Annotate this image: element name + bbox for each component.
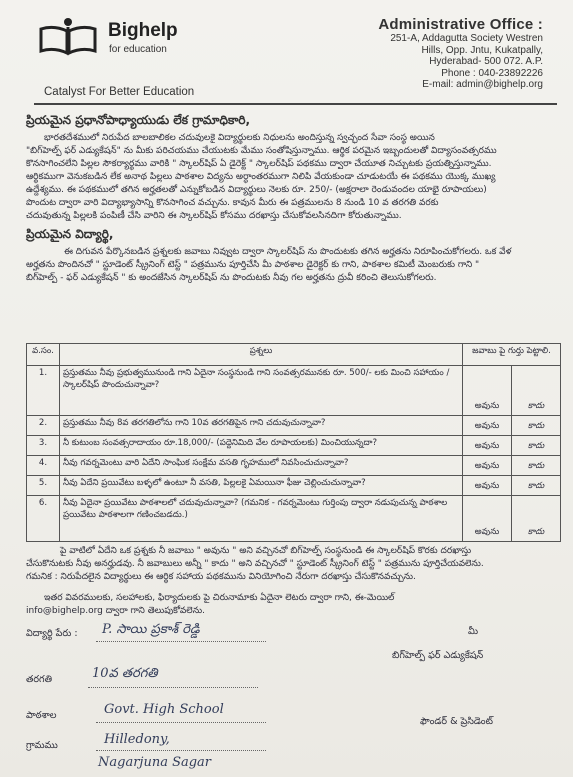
school-dotted-line xyxy=(96,722,266,723)
table-row xyxy=(27,476,561,496)
office-address-block xyxy=(343,16,543,91)
paragraph-line: కొనసాగించలేని పిల్లల సౌకర్యార్థము వారికి " స్కాలర్‌షిప్ ఏ డైరెక్ట్ " స్కాలర్‌షిప్ పథకము ద్వారా చేయూత నిచ్చుటకు ప్రయత్నిస్తున్నాము. xyxy=(26,159,492,169)
contact-line: info@bighelp.org ద్వారా గాని తెలుపుకోవలెను. xyxy=(26,606,205,616)
office-line: 251-A, Addagutta Society Westren xyxy=(390,33,543,44)
paragraph-line: బిగ్‌హెల్ప్ - ఫర్ ఎడ్యుకేషన్ " కు అందజేసిన స్కాలర్‌షిప్ ను పొందుటకు నీవు గల అర్హతను ద్రువీ కరించి తెలుసుకోగలరు. xyxy=(26,273,437,283)
signoff-yours: మీ xyxy=(468,626,479,637)
student-name-value[interactable]: P. సాయి ప్రకాశ్ రెడ్డి xyxy=(102,622,200,637)
office-line: Phone : 040-23892226 xyxy=(441,67,543,79)
column-header-answer: జవాబు పై గుర్తు పెట్టాలి. xyxy=(463,344,561,366)
paragraph-line: చదువుతున్న పిల్లలకి పంపిణీ చేసి వారిని ఈ స్కాలర్‌షిప్ కోసము దరఖాస్తు చేసుకోవలసినదిగా కోరుతున్నాము. xyxy=(26,211,402,221)
paragraph-line: పై వాటిలో ఏదేని ఒక ప్రశ్నకు నీ జవాబు " అవును " అని వచ్చినచో బిగ్‌హెల్ప్ సంస్థనుండి ఈ స్కాలర్‌షిప్ కొరకు దరఖాస్తు xyxy=(60,546,472,556)
table-row xyxy=(27,436,561,456)
paragraph-line: ఉద్దేశ్యము. ఈ పథకములో తగిన అర్హతలతో ఎన్నుకోబడిన విద్యార్థులు నెలకు రూ. 250/- (అక్షరాలా రెండువందల యాభై రూపాయలు) xyxy=(26,185,487,195)
answer-yes-option[interactable]: అవును xyxy=(463,436,512,456)
note-line: గమనిక : నిరుపేదలైన విద్యార్థులు ఈ ఆర్థిక సహాయ పథకమును వినియోగించి నేరుగా దరఖాస్తు చేసుకొనవచ్చును. xyxy=(26,572,416,582)
paragraph-line: అర్హతను పొందినచో " స్టూడెంట్ స్క్రీనింగ్ టెస్ట్ " పత్రమును పూర్తిచేసి మీ పాఠశాల డైరెక్టర్ కు గాని, పాఠశాల కమిటీ మెంబరుకు గాని " xyxy=(26,260,480,270)
school-label: పాఠశాల xyxy=(26,710,57,721)
question-text: ప్రస్తుతము నీవు 8వ తరగతిలోను గాని 10వ తరగతిపైన గాని చదువుచున్నావా? xyxy=(60,416,463,436)
row-number: 3. xyxy=(27,436,60,456)
eligibility-table xyxy=(26,343,561,542)
answer-no-option[interactable]: కాదు xyxy=(512,476,561,496)
bighelp-logo-icon xyxy=(38,17,98,57)
brand-subtitle: for education xyxy=(109,44,167,55)
paragraph-line: పొందుట ద్వారా వారి విద్యాభ్యాసాన్ని కొనసాగించ వచ్చును. కావున మీరు ఈ పత్రములను 8 నుండి 10 వ తరగతి వరకు xyxy=(26,198,439,208)
student-name-label: విద్యార్థి పేరు : xyxy=(26,628,78,639)
paragraph-line: ఈ దిగువన పేర్కొనబడిన ప్రశ్నలకు జవాబు నివ్వుట ద్వారా స్కాలర్‌షిప్ ను పొందుటకు తగిన అర్హతను నిరూపించుకోగలరు. ఒక వేళ xyxy=(64,247,512,257)
answer-no-option[interactable]: కాదు xyxy=(512,436,561,456)
greeting-headmaster: ప్రియమైన ప్రధానోపాధ్యాయుడు లేక గ్రామాధికారి, xyxy=(26,113,251,127)
village-dotted-line xyxy=(96,750,266,751)
answer-yes-option[interactable]: అవును xyxy=(463,496,512,542)
paragraph-line: చేసుకొనుటకు నీవు అనర్హుడవు. నీ జవాబులు అన్నీ " కాదు " అని వచ్చినచో " స్టూడెంట్ స్క్రీనింగ్ టెస్ట్ " పత్రమును పూర్తిచేయవలెను. xyxy=(26,559,484,569)
answer-no-option[interactable]: కాదు xyxy=(512,496,561,542)
question-text: నీ కుటుంబ సంవత్సరాదాయం రూ.18,000/- (పద్దెనిమిది వేల రూపాయలకు) మించియున్నదా? xyxy=(60,436,463,456)
office-line: Hyderabad- 500 072. A.P. xyxy=(429,56,543,67)
paragraph-line: ఆర్థికముగా వెనుకబడిన లేక అనాథ పిల్లలు పాఠశాల విద్యను అర్ధాంతరముగా నిలిపి వేయకుండా చూడుటయే ఈ పథకము యొక్క ముఖ్య xyxy=(26,172,496,182)
village-label: గ్రామము xyxy=(26,740,58,751)
office-line: Hills, Opp. Jntu, Kukatpally, xyxy=(421,44,543,56)
table-row xyxy=(27,416,561,436)
paragraph-line: భారతదేశములో నిరుపేద బాలబాలికల చదువులకై విద్యార్థులకు నిధులను అందిస్తున్న స్వచ్ఛంద సేవా సంస్థ అయిన xyxy=(44,133,435,143)
row-number: 6. xyxy=(27,496,60,542)
answer-yes-option[interactable]: అవును xyxy=(463,416,512,436)
name-dotted-line xyxy=(96,641,266,642)
signoff-organization: బిగ్‌హెల్ప్ ఫర్ ఎడ్యుకేషన్ xyxy=(392,650,484,661)
office-line: E-mail: admin@bighelp.org xyxy=(422,79,543,90)
row-number: 2. xyxy=(27,416,60,436)
question-text: నీవు ఏదైనా ప్రయివేటు పాఠశాలలో చదువుచున్నావా? (గమనిక - గవర్నమెంటు గుర్తింపు ద్వారా నడుపుచున్న పాఠశాల ప్రయివేటు పాఠశాలగా గణించబడదు.) xyxy=(60,496,463,542)
column-header-no: వ.సం. xyxy=(27,344,60,366)
row-number: 5. xyxy=(27,476,60,496)
table-row xyxy=(27,366,561,416)
table-header-row xyxy=(27,344,561,366)
greeting-student: ప్రియమైన విద్యార్థి, xyxy=(26,227,114,241)
answer-no-option[interactable]: కాదు xyxy=(512,456,561,476)
header-divider xyxy=(34,103,557,105)
office-title: Administrative Office : xyxy=(378,16,543,33)
table-row xyxy=(27,456,561,476)
paragraph-line: "బిగ్‌హెల్ప్ ఫర్ ఎడ్యుకేషన్" ను మీకు పరిచయము చేయుటకు మేము సంతోషిస్తున్నాము. ఆర్థిక పరమైన ఇబ్బందులతో విద్యాసంవత్సరము xyxy=(26,146,497,156)
class-dotted-line xyxy=(88,687,258,688)
answer-yes-option[interactable]: అవును xyxy=(463,366,512,416)
table-row xyxy=(27,496,561,542)
answer-yes-option[interactable]: అవును xyxy=(463,456,512,476)
answer-no-option[interactable]: కాదు xyxy=(512,366,561,416)
tagline: Catalyst For Better Education xyxy=(44,86,195,98)
brand-name: Bighelp xyxy=(108,20,178,41)
answer-no-option[interactable]: కాదు xyxy=(512,416,561,436)
row-number: 1. xyxy=(27,366,60,416)
answer-yes-option[interactable]: అవును xyxy=(463,476,512,496)
question-text: నీవు ఏదేని ప్రయివేటు బళ్ళలో ఉంటూ నీ వసతి, పిల్లలకై ఏమయినా ఫీజు చెల్లించుచున్నావా? xyxy=(60,476,463,496)
question-text: నీవు గవర్నమెంటు వారి ఏదేని సాంఘిక సంక్షేమ వసతి గృహములో నివసించుచున్నావా? xyxy=(60,456,463,476)
column-header-questions: ప్రశ్నలు xyxy=(60,344,463,366)
class-value[interactable]: 10వ తరగతి xyxy=(92,666,158,681)
village-value[interactable]: Hilledony, xyxy=(104,732,170,747)
class-label: తరగతి xyxy=(26,674,52,685)
contact-line: ఇతర వివరములకు, సలహాలకు, ఫిర్యాదులకు పై చిరునామాకు ఏదైనా లెటరు ద్వారా గాని, ఈ-మెయిల్ xyxy=(44,593,395,603)
row-number: 4. xyxy=(27,456,60,476)
signoff-role: ఫౌండర్ & ప్రెసిడెంట్ xyxy=(420,716,493,727)
school-value[interactable]: Govt. High School xyxy=(104,702,224,717)
question-text: ప్రస్తుతము నీవు ప్రభుత్వమునుండి గాని ఏదైనా సంస్థనుండి గాని సంవత్సరమునకు రూ. 500/- లకు మించి సహాయం / స్కాలర్‌షిప్ పొందుచున్నావా? xyxy=(60,366,463,416)
village-value[interactable]: Nagarjuna Sagar xyxy=(98,755,212,770)
